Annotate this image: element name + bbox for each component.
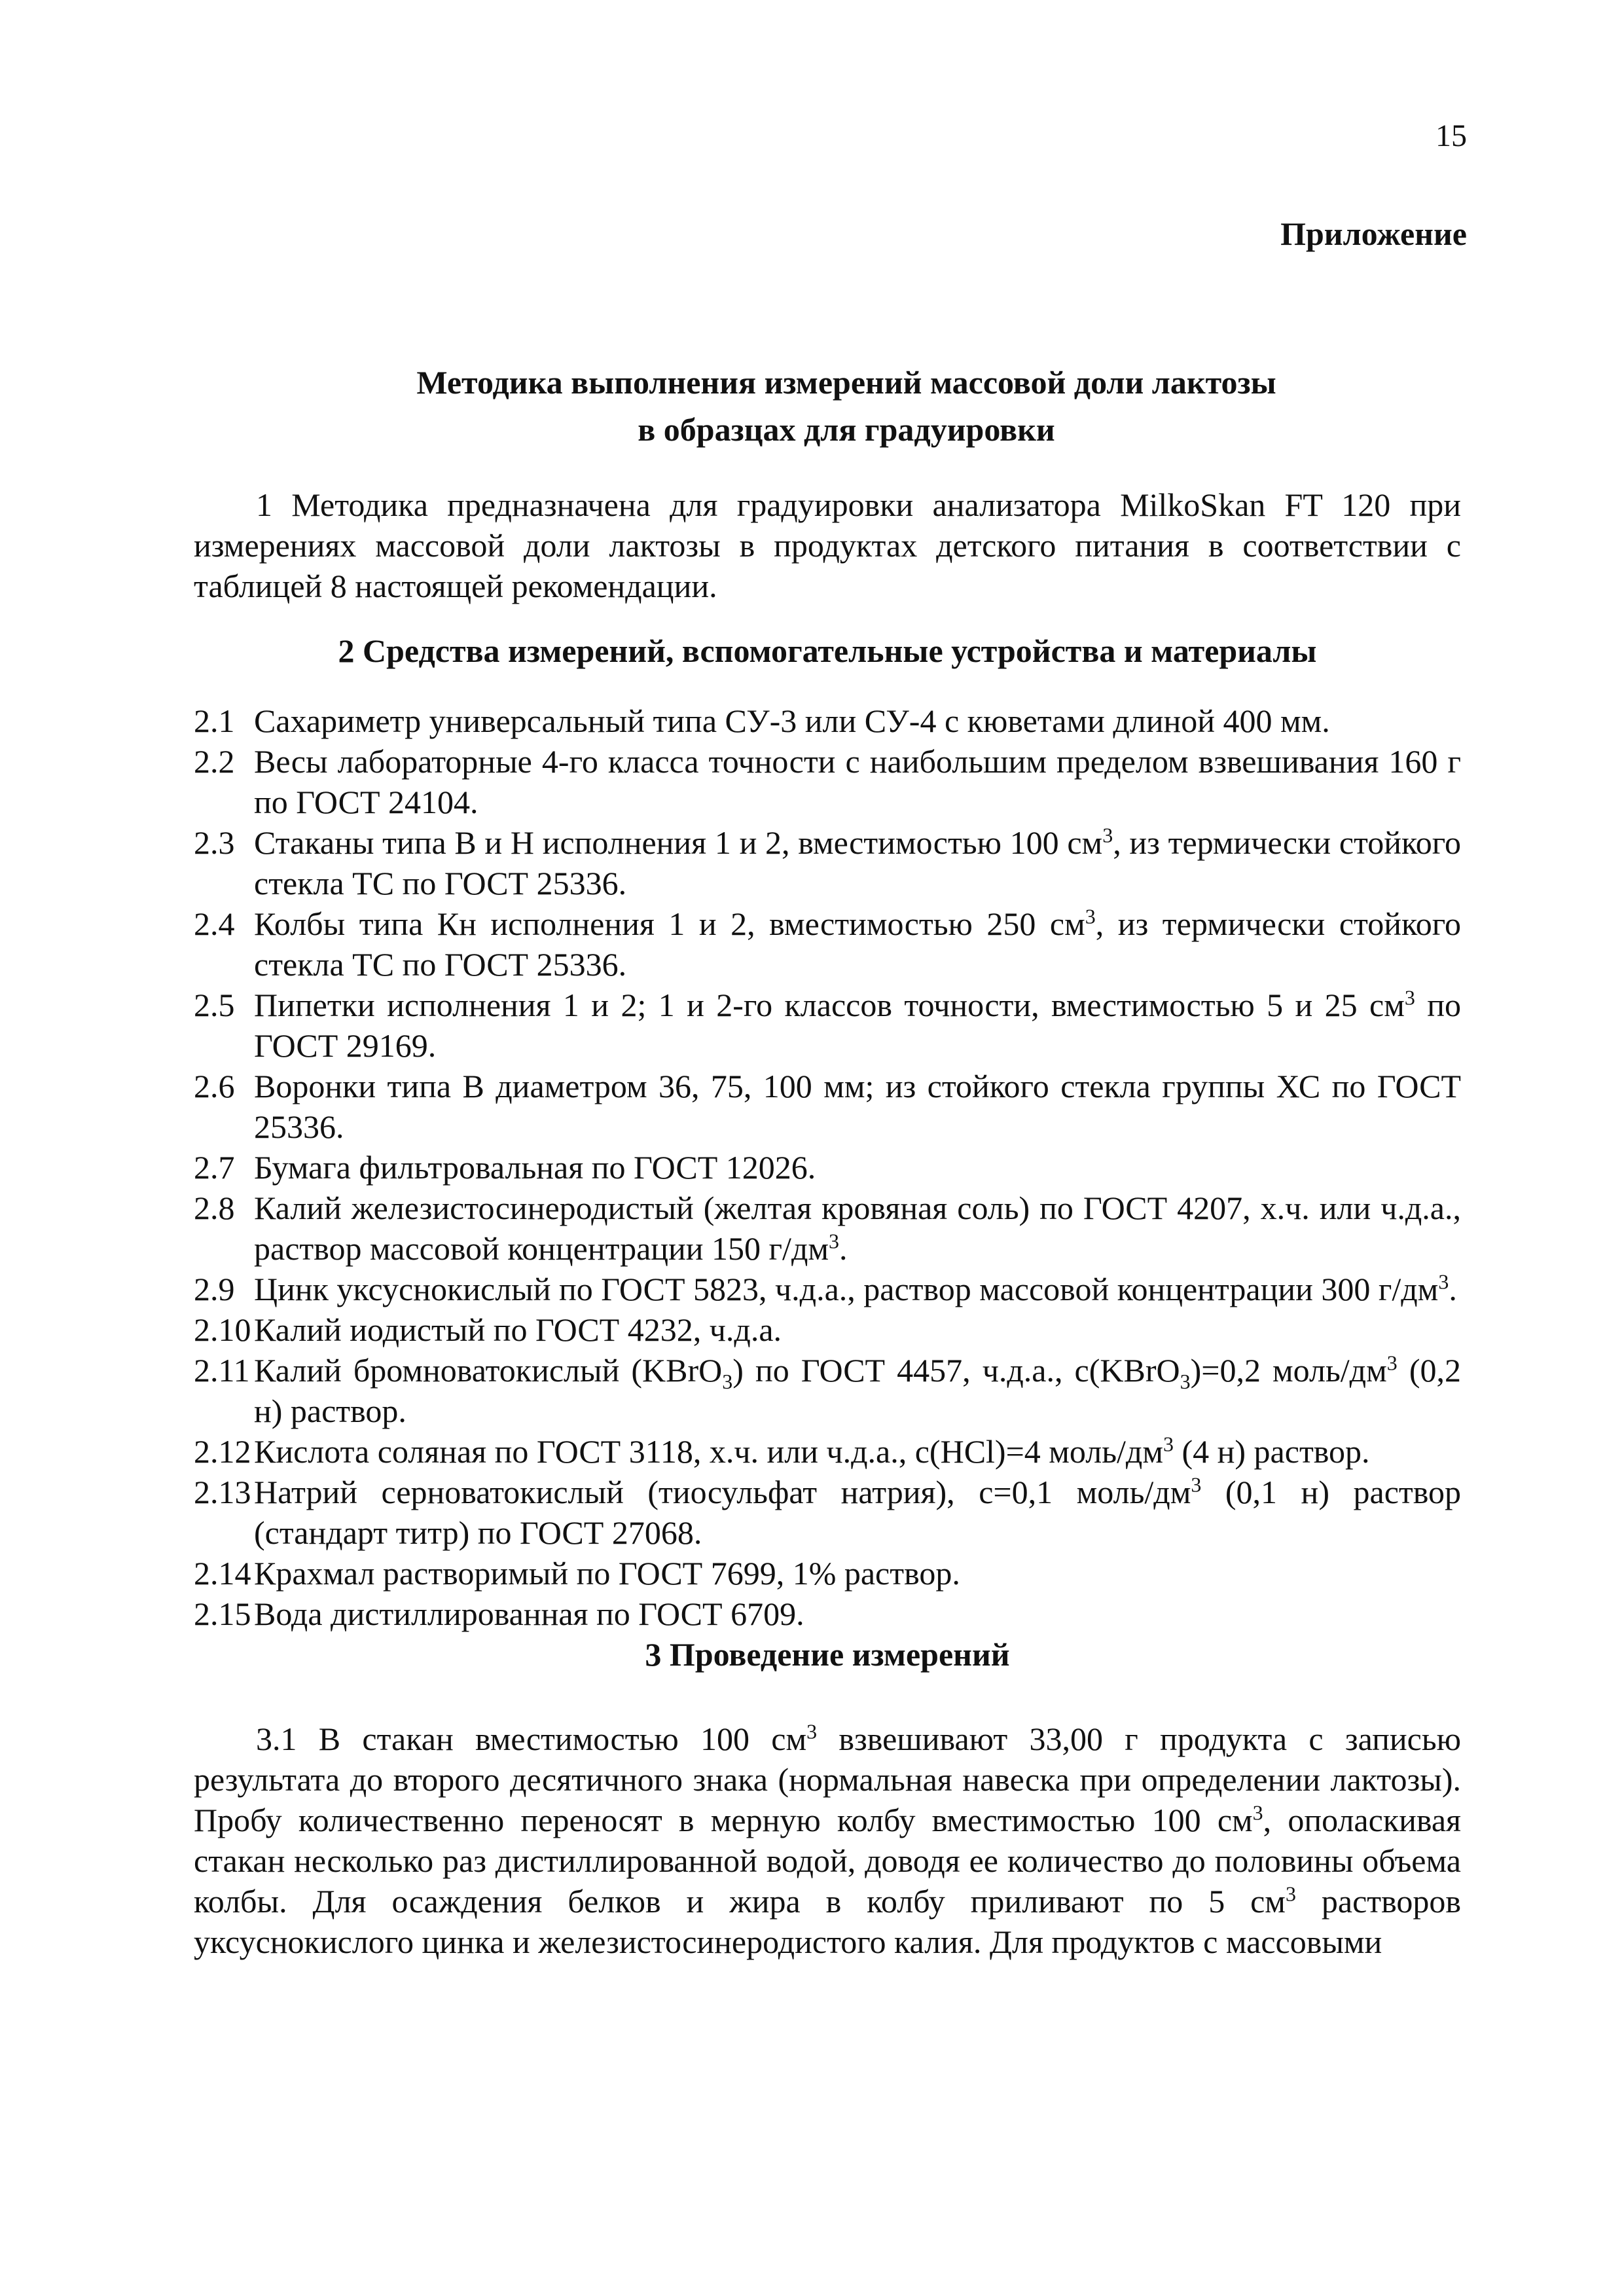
item-number: 2.8 [194,1190,235,1226]
paragraph-text: взвешивают 33,00 г продукта с записью результата до второго десятичного знака (нормальная навеска при определении лактозы). Пробу количественно переносят в мерную колбу вместимостью 100 см [194,1721,1461,1838]
item-text: ) по ГОСТ 4457, ч.д.а., с(KBrO [732,1352,1180,1389]
method-title-line-2: в образцах для градуировки [638,411,1055,448]
item-number: 2.13 [194,1474,251,1510]
list-item [194,985,1461,1066]
list-item [194,1553,1461,1594]
item-number: 2.10 [194,1311,251,1348]
item-text: Весы лабораторные 4-го класса точности с наибольшим пределом взвешивания 160 г по ГОСТ 24104. [254,743,1461,820]
superscript: 3 [1102,823,1113,847]
superscript: 3 [806,1719,818,1743]
list-item [194,701,1461,741]
item-text: , из термически стойкого стекла ТС по ГОСТ 25336. [254,905,1461,983]
item-text: Пипетки исполнения 1 и 2; 1 и 2-го классов точности, вместимостью 5 и 25 см [254,987,1405,1023]
item-text: Крахмал растворимый по ГОСТ 7699, 1% раствор. [254,1555,960,1592]
list-item [194,1269,1461,1309]
item-text: Кислота соляная по ГОСТ 3118, х.ч. или ч.д.а., с(HCl)=4 моль/дм [254,1433,1163,1470]
section-2-heading: 2 Средства измерений, вспомогательные устройства и материалы [338,632,1317,669]
list-item [194,1147,1461,1188]
item-text: по ГОСТ 29169. [254,987,1461,1064]
superscript: 3 [1191,1472,1202,1497]
list-item [194,1594,1461,1634]
superscript: 3 [829,1229,840,1253]
item-text: Натрий серноватокислый (тиосульфат натрия), с=0,1 моль/дм [254,1474,1191,1510]
item-text: (4 н) раствор. [1174,1433,1370,1470]
item-text: Калий бромноватокислый (KBrO [254,1352,723,1389]
materials-list [194,701,1461,1634]
list-item [194,1431,1461,1472]
section-1-paragraph: 1 Методика предназначена для градуировки анализатора MilkoSkan FT 120 при измерениях массовой доли лактозы в продуктах детского питания в соответствии с таблицей 8 настоящей рекомендации. [194,486,1461,604]
item-text: (0,1 н) раствор (стандарт титр) по ГОСТ 27068. [254,1474,1461,1551]
superscript: 3 [1085,904,1096,928]
item-text: Калий иодистый по ГОСТ 4232, ч.д.а. [254,1311,782,1348]
paragraph-text: растворов уксуснокислого цинка и железистосинеродистого калия. Для продуктов с массовыми [194,1883,1461,1960]
paragraph-text: , ополаскивая стакан несколько раз дистиллированной водой, доводя ее количество до половины объема колбы. Для осаждения белков и жира в колбу приливают по 5 см [194,1802,1462,1920]
item-number: 2.9 [194,1271,235,1307]
item-text: (0,2 н) раствор. [254,1352,1461,1429]
item-number: 2.11 [194,1352,250,1389]
list-item [194,903,1461,985]
item-text: Стаканы типа В и Н исполнения 1 и 2, вместимостью 100 см [254,824,1103,861]
item-text: Калий железистосинеродистый (желтая кровяная соль) по ГОСТ 4207, х.ч. или ч.д.а., раствор массовой концентрации 150 г/дм [254,1190,1461,1267]
item-text: Вода дистиллированная по ГОСТ 6709. [254,1595,804,1632]
superscript: 3 [1404,985,1415,1010]
item-number: 2.7 [194,1149,235,1186]
list-item [194,1066,1461,1147]
paragraph-text: 3.1 В стакан вместимостью 100 см [256,1721,807,1757]
page-number: 15 [1435,118,1467,153]
item-number: 2.14 [194,1555,251,1592]
item-text: , из термически стойкого стекла ТС по ГОСТ 25336. [254,824,1461,902]
superscript: 3 [1285,1882,1296,1906]
subscript: 3 [1180,1370,1191,1393]
list-item [194,1350,1461,1431]
item-number: 2.1 [194,702,235,739]
item-text: . [1449,1271,1457,1307]
item-text: )=0,2 моль/дм [1190,1352,1387,1389]
list-item [194,1309,1461,1350]
item-text: Колбы типа Кн исполнения 1 и 2, вместимостью 250 см [254,905,1085,942]
item-number: 2.4 [194,905,235,942]
subscript: 3 [722,1370,733,1393]
item-text: . [839,1230,848,1267]
appendix-title: Приложение [1280,215,1467,252]
item-number: 2.15 [194,1595,251,1632]
list-item [194,741,1461,822]
section-3-1-paragraph [194,1719,1461,1962]
list-item [194,1188,1461,1269]
method-title [196,359,1496,453]
superscript: 3 [1252,1800,1263,1825]
item-number: 2.12 [194,1433,251,1470]
item-number: 2.5 [194,987,235,1023]
item-text: Сахариметр универсальный типа СУ-3 или СУ-4 с кюветами длиной 400 мм. [254,702,1330,739]
item-number: 2.2 [194,743,235,780]
item-text: Воронки типа В диаметром 36, 75, 100 мм; из стойкого стекла группы ХС по ГОСТ 25336. [254,1068,1461,1145]
method-title-line-1: Методика выполнения измерений массовой доли лактозы [416,364,1276,401]
section-3-heading: 3 Проведение измерений [645,1636,1010,1673]
item-number: 2.6 [194,1068,235,1104]
item-text: Бумага фильтровальная по ГОСТ 12026. [254,1149,816,1186]
superscript: 3 [1386,1351,1398,1375]
list-item [194,822,1461,903]
list-item [194,1472,1461,1553]
superscript: 3 [1438,1269,1449,1294]
superscript: 3 [1163,1432,1174,1456]
item-number: 2.3 [194,824,235,861]
item-text: Цинк уксуснокислый по ГОСТ 5823, ч.д.а., раствор массовой концентрации 300 г/дм [254,1271,1439,1307]
